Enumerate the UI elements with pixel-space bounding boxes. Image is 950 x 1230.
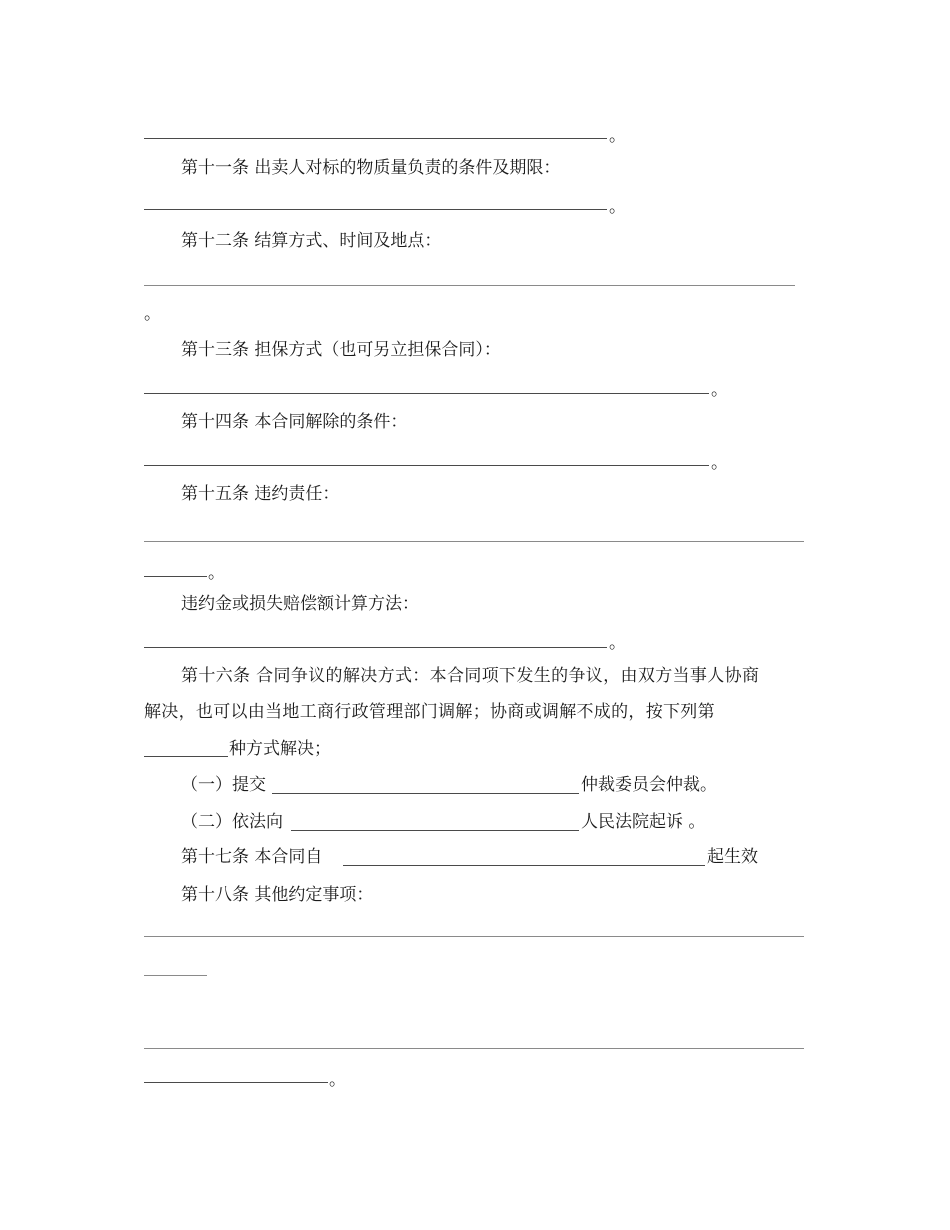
fill-in-blank: [144, 465, 709, 466]
article-16-line-2: 解决，也可以由当地工商行政管理部门调解；协商或调解不成的，按下列第: [144, 702, 715, 722]
blank-line-1: [0, 122, 950, 154]
penalty-calc-text: 违约金或损失赔偿额计算方法：: [181, 594, 419, 614]
article-17: [0, 845, 950, 877]
article-13-text: 第十三条 担保方式（也可另立担保合同）：: [181, 340, 501, 360]
fill-in-blank: [272, 793, 579, 794]
period-mark: 。: [711, 453, 728, 473]
article-14-text: 第十四条 本合同解除的条件：: [181, 412, 408, 432]
fill-in-blank: [144, 576, 207, 577]
blank-line-6: [0, 524, 950, 556]
fill-in-blank: [144, 209, 607, 210]
period-mark: 。: [329, 1070, 346, 1090]
blank-line-8-end: [0, 956, 950, 988]
option-2-suffix: 人民法院起诉 。: [581, 812, 706, 832]
fill-in-blank: [144, 936, 804, 937]
period-mark: 。: [609, 633, 626, 653]
period-mark: 。: [711, 380, 728, 400]
article-18-text: 第十八条 其他约定事项：: [181, 885, 374, 905]
article-14: [0, 411, 950, 443]
fill-in-blank: [144, 393, 709, 394]
article-12: [0, 229, 950, 261]
blank-line-9: [0, 1036, 950, 1068]
article-12-text: 第十二条 结算方式、时间及地点：: [181, 231, 442, 251]
fill-in-blank: [144, 1082, 328, 1083]
fill-in-blank: [291, 830, 579, 831]
blank-line-4: [0, 375, 950, 407]
fill-in-blank: [144, 756, 228, 757]
fill-in-blank: [144, 975, 207, 976]
blank-line-8: [0, 924, 950, 956]
blank-line-3-end: [0, 302, 950, 334]
blank-line-9-end: [0, 1067, 950, 1099]
article-17-suffix: 起生效: [707, 847, 758, 867]
fill-in-blank: [144, 138, 607, 139]
option-2: [0, 810, 950, 842]
option-1-suffix: 仲裁委员会仲裁。: [581, 775, 717, 795]
option-1: [0, 773, 950, 805]
article-16-line-3: 种方式解决；: [229, 739, 331, 759]
article-13: [0, 338, 950, 370]
option-1-prefix: （一）提交: [181, 775, 266, 795]
fill-in-blank: [144, 1048, 804, 1049]
period-mark: 。: [609, 126, 626, 146]
blank-line-7: [0, 628, 950, 660]
fill-in-blank: [144, 285, 795, 286]
period-mark: 。: [144, 304, 161, 324]
blank-line-6-end: [0, 557, 950, 589]
article-17-prefix: 第十七条 本合同自: [181, 847, 323, 867]
article-11-text: 第十一条 出卖人对标的物质量负责的条件及期限：: [181, 158, 561, 178]
fill-in-blank: [343, 865, 705, 866]
article-16-cont: [0, 700, 950, 732]
blank-line-2: [0, 192, 950, 224]
article-16: [0, 664, 950, 696]
blank-line-5: [0, 448, 950, 480]
penalty-calc: [0, 592, 950, 624]
period-mark: 。: [609, 197, 626, 217]
option-2-prefix: （二）依法向: [181, 812, 283, 832]
article-11: [0, 155, 950, 187]
article-15-text: 第十五条 违约责任：: [181, 484, 340, 504]
article-15: [0, 483, 950, 515]
article-16-choice: [0, 737, 950, 769]
fill-in-blank: [144, 647, 607, 648]
fill-in-blank: [144, 541, 804, 542]
period-mark: 。: [208, 563, 225, 583]
article-16-line-1: 第十六条 合同争议的解决方式：本合同项下发生的争议，由双方当事人协商: [181, 666, 760, 686]
blank-line-3: [0, 270, 950, 302]
article-18: [0, 883, 950, 915]
